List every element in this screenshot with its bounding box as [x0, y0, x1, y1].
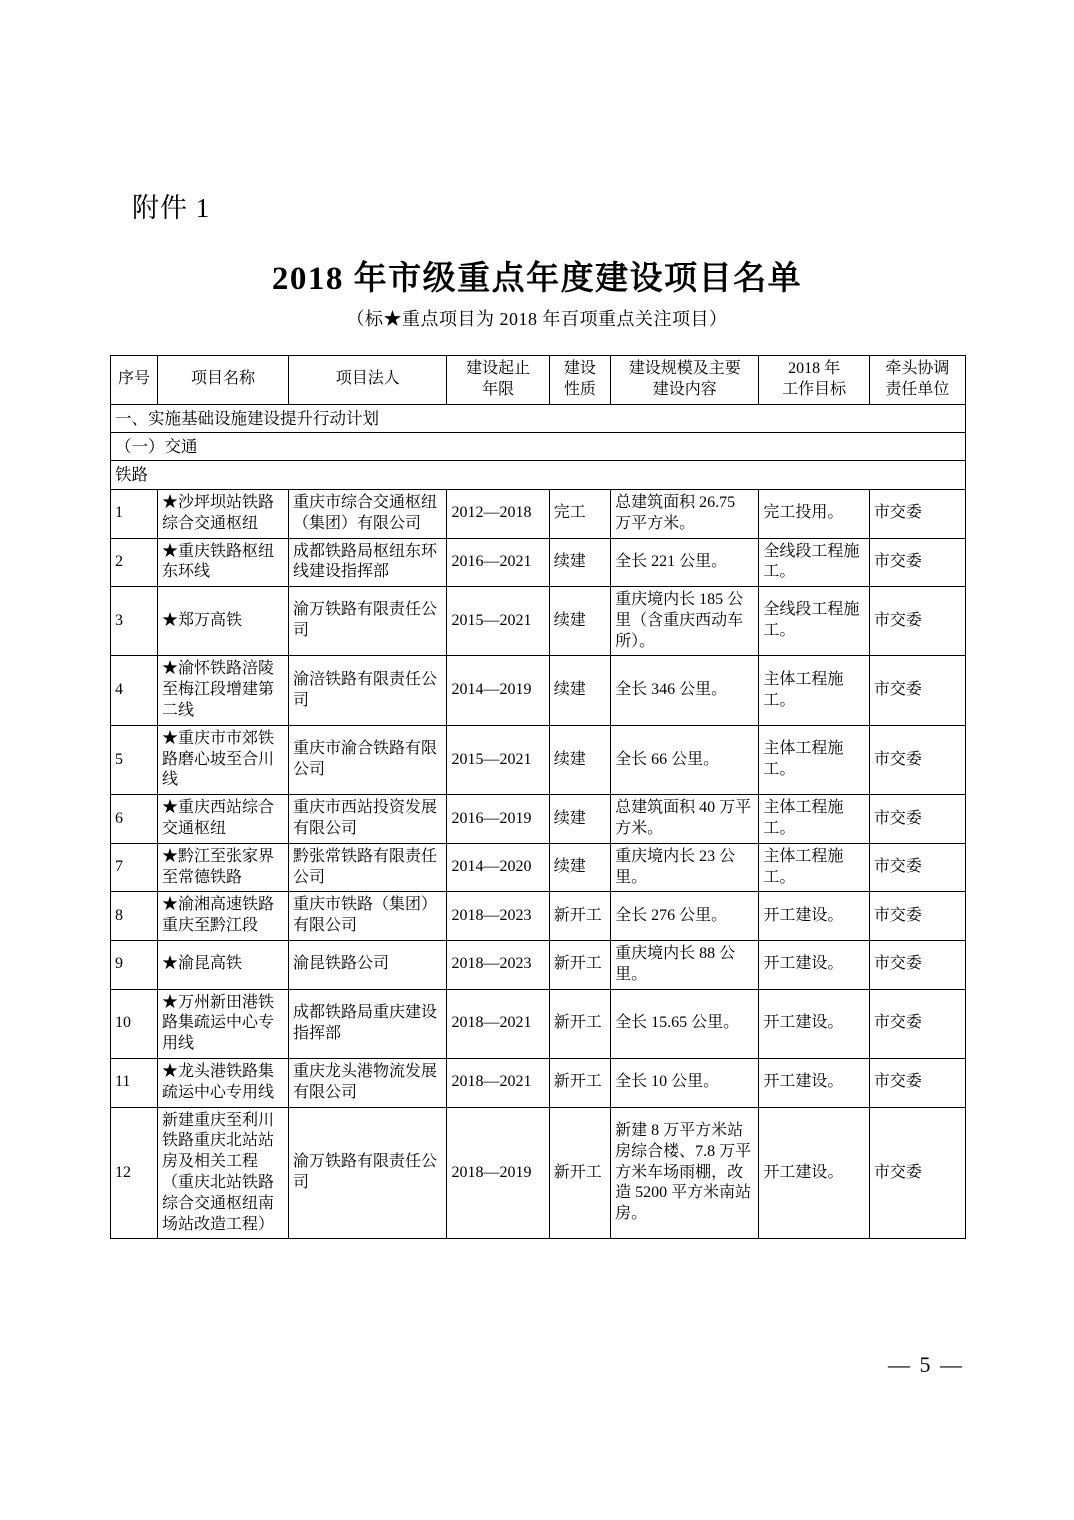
cell-unit: 市交委 [869, 941, 965, 990]
cell-legal-entity: 渝昆铁路公司 [288, 941, 447, 990]
cell-unit: 市交委 [869, 1107, 965, 1239]
header-goal-line1: 2018 年 [788, 360, 841, 377]
cell-project-name: ★沙坪坝站铁路综合交通枢纽 [158, 489, 289, 538]
cell-project-name: ★重庆市市郊铁路磨心坡至合川线 [158, 725, 289, 794]
cell-project-name: ★万州新田港铁路集疏运中心专用线 [158, 989, 289, 1058]
cell-unit: 市交委 [869, 1059, 965, 1108]
cell-scale: 全长 66 公里。 [611, 725, 759, 794]
cell-unit: 市交委 [869, 538, 965, 587]
header-years-line2: 年限 [482, 380, 515, 398]
cell-years: 2012—2018 [447, 489, 549, 538]
section-title: （一）交通 [111, 433, 966, 461]
cell-index: 4 [111, 656, 158, 725]
header-nature-line1: 建设 [563, 360, 596, 377]
cell-legal-entity: 成都铁路局重庆建设指挥部 [288, 989, 447, 1058]
header-legal-entity: 项目法人 [288, 356, 447, 405]
cell-goal: 主体工程施工。 [759, 656, 869, 725]
cell-unit: 市交委 [869, 795, 965, 844]
cell-years: 2014—2019 [447, 656, 549, 725]
cell-years: 2016—2019 [447, 795, 549, 844]
cell-project-name: ★渝昆高铁 [158, 941, 289, 990]
cell-years: 2018—2019 [447, 1107, 549, 1239]
cell-legal-entity: 黔张常铁路有限责任公司 [288, 843, 447, 892]
page-number: — 5 — [888, 1352, 964, 1377]
table-row [111, 587, 966, 656]
table-row [111, 892, 966, 941]
table-header-row [111, 356, 966, 405]
cell-years: 2018—2023 [447, 941, 549, 990]
cell-scale: 全长 221 公里。 [611, 538, 759, 587]
header-scale-line2: 建设内容 [652, 380, 717, 398]
cell-goal: 主体工程施工。 [759, 843, 869, 892]
cell-nature: 完工 [549, 489, 610, 538]
cell-index: 8 [111, 892, 158, 941]
header-unit-line1: 牵头协调 [885, 360, 950, 377]
cell-unit: 市交委 [869, 725, 965, 794]
cell-nature: 续建 [549, 795, 610, 844]
cell-scale: 新建 8 万平方米站房综合楼、7.8 万平方米车场雨棚，改造 5200 平方米南站房。 [611, 1107, 759, 1239]
section-row-2 [111, 433, 966, 461]
cell-scale: 总建筑面积 40 万平方米。 [611, 795, 759, 844]
cell-nature: 续建 [549, 843, 610, 892]
cell-unit: 市交委 [869, 843, 965, 892]
header-scale-line1: 建设规模及主要 [628, 360, 741, 377]
cell-years: 2018—2021 [447, 989, 549, 1058]
cell-index: 9 [111, 941, 158, 990]
table-row [111, 1059, 966, 1108]
table-row [111, 1107, 966, 1239]
cell-unit: 市交委 [869, 989, 965, 1058]
header-nature [549, 356, 610, 405]
cell-years: 2016—2021 [447, 538, 549, 587]
cell-goal: 全线段工程施工。 [759, 538, 869, 587]
cell-legal-entity: 重庆龙头港物流发展有限公司 [288, 1059, 447, 1108]
table-row [111, 989, 966, 1058]
cell-years: 2015—2021 [447, 725, 549, 794]
header-years-line1: 建设起止 [466, 360, 531, 377]
cell-goal: 开工建设。 [759, 941, 869, 990]
header-goal-line2: 工作目标 [782, 380, 847, 398]
cell-nature: 新开工 [549, 1107, 610, 1239]
header-unit-line2: 责任单位 [885, 380, 950, 398]
section-row-3 [111, 461, 966, 489]
cell-scale: 全长 276 公里。 [611, 892, 759, 941]
cell-unit: 市交委 [869, 656, 965, 725]
cell-legal-entity: 重庆市西站投资发展有限公司 [288, 795, 447, 844]
cell-goal: 主体工程施工。 [759, 725, 869, 794]
table-row [111, 795, 966, 844]
cell-unit: 市交委 [869, 587, 965, 656]
attachment-label: 附件 1 [132, 193, 211, 223]
cell-legal-entity: 渝万铁路有限责任公司 [288, 587, 447, 656]
cell-index: 12 [111, 1107, 158, 1239]
cell-scale: 全长 15.65 公里。 [611, 989, 759, 1058]
cell-nature: 续建 [549, 587, 610, 656]
cell-scale: 全长 346 公里。 [611, 656, 759, 725]
section-row-1 [111, 404, 966, 432]
cell-index: 3 [111, 587, 158, 656]
cell-scale: 重庆境内长 185 公里（含重庆西动车所）。 [611, 587, 759, 656]
cell-goal: 主体工程施工。 [759, 795, 869, 844]
header-nature-line2: 性质 [563, 380, 596, 398]
table-row [111, 489, 966, 538]
cell-nature: 新开工 [549, 892, 610, 941]
cell-scale: 重庆境内长 23 公里。 [611, 843, 759, 892]
cell-scale: 全长 10 公里。 [611, 1059, 759, 1108]
cell-index: 2 [111, 538, 158, 587]
cell-goal: 开工建设。 [759, 1059, 869, 1108]
cell-unit: 市交委 [869, 892, 965, 941]
cell-project-name: ★渝湘高速铁路重庆至黔江段 [158, 892, 289, 941]
cell-nature: 新开工 [549, 1059, 610, 1108]
cell-legal-entity: 重庆市渝合铁路有限公司 [288, 725, 447, 794]
section-title: 铁路 [111, 461, 966, 489]
cell-index: 11 [111, 1059, 158, 1108]
cell-scale: 重庆境内长 88 公里。 [611, 941, 759, 990]
cell-legal-entity: 重庆市综合交通枢纽（集团）有限公司 [288, 489, 447, 538]
cell-project-name: ★龙头港铁路集疏运中心专用线 [158, 1059, 289, 1108]
cell-project-name: ★重庆铁路枢纽东环线 [158, 538, 289, 587]
cell-legal-entity: 重庆市铁路（集团）有限公司 [288, 892, 447, 941]
section-title: 一、实施基础设施建设提升行动计划 [111, 404, 966, 432]
cell-legal-entity: 渝万铁路有限责任公司 [288, 1107, 447, 1239]
page-title: 2018 年市级重点年度建设项目名单 [271, 261, 803, 297]
header-goal [759, 356, 869, 405]
page-subtitle: （标★重点项目为 2018 年百项重点关注项目） [346, 309, 728, 329]
cell-years: 2018—2021 [447, 1059, 549, 1108]
header-project-name: 项目名称 [158, 356, 289, 405]
cell-goal: 开工建设。 [759, 1107, 869, 1239]
cell-index: 7 [111, 843, 158, 892]
cell-goal: 开工建设。 [759, 989, 869, 1058]
cell-index: 10 [111, 989, 158, 1058]
cell-project-name: ★郑万高铁 [158, 587, 289, 656]
cell-nature: 新开工 [549, 989, 610, 1058]
table-row [111, 941, 966, 990]
header-responsible-unit [869, 356, 965, 405]
cell-unit: 市交委 [869, 489, 965, 538]
projects-table [110, 355, 966, 1239]
cell-goal: 开工建设。 [759, 892, 869, 941]
cell-project-name: 新建重庆至利川铁路重庆北站站房及相关工程（重庆北站铁路综合交通枢纽南场站改造工程） [158, 1107, 289, 1239]
cell-index: 5 [111, 725, 158, 794]
table-row [111, 843, 966, 892]
table-row [111, 538, 966, 587]
cell-project-name: ★黔江至张家界至常德铁路 [158, 843, 289, 892]
header-years [447, 356, 549, 405]
cell-goal: 完工投用。 [759, 489, 869, 538]
cell-scale: 总建筑面积 26.75 万平方米。 [611, 489, 759, 538]
cell-nature: 续建 [549, 538, 610, 587]
cell-project-name: ★渝怀铁路涪陵至梅江段增建第二线 [158, 656, 289, 725]
header-index: 序号 [111, 356, 158, 405]
cell-index: 6 [111, 795, 158, 844]
cell-years: 2015—2021 [447, 587, 549, 656]
cell-nature: 新开工 [549, 941, 610, 990]
table-row [111, 725, 966, 794]
cell-index: 1 [111, 489, 158, 538]
cell-years: 2014—2020 [447, 843, 549, 892]
cell-legal-entity: 渝涪铁路有限责任公司 [288, 656, 447, 725]
cell-nature: 续建 [549, 656, 610, 725]
cell-nature: 续建 [549, 725, 610, 794]
cell-goal: 全线段工程施工。 [759, 587, 869, 656]
cell-project-name: ★重庆西站综合交通枢纽 [158, 795, 289, 844]
cell-years: 2018—2023 [447, 892, 549, 941]
header-scale [611, 356, 759, 405]
cell-legal-entity: 成都铁路局枢纽东环线建设指挥部 [288, 538, 447, 587]
table-row [111, 656, 966, 725]
